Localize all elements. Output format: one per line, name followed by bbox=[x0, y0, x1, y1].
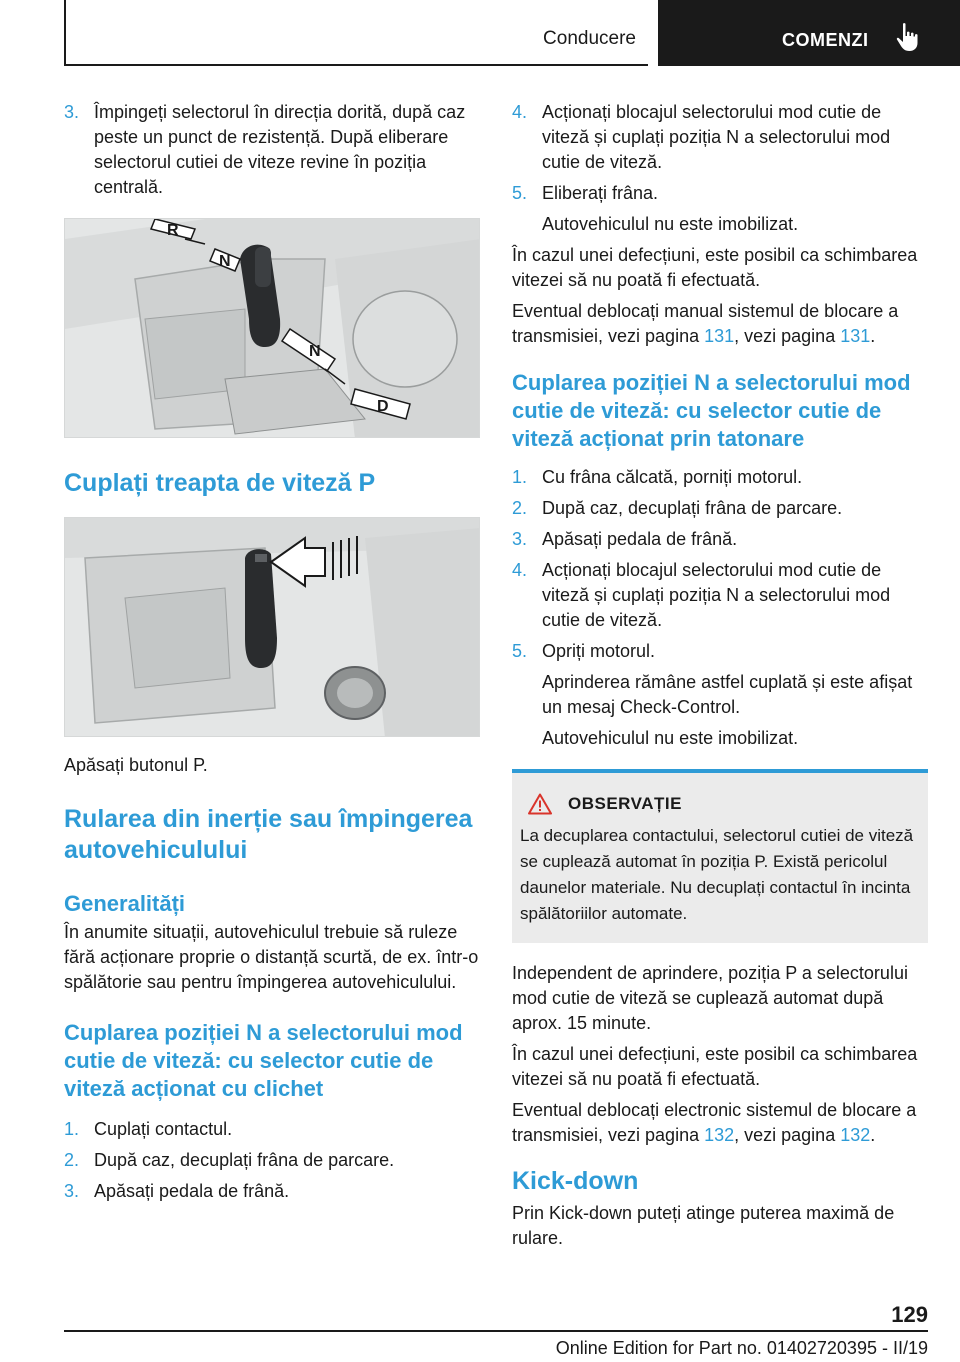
notice-text: La decuplarea contactului, selectorul cutiei de viteză se cuplează automat în poziția P. Există pericolul daunelor materiale. Nu decuplați contactul în incinta spălătoriilor automate. bbox=[520, 826, 914, 923]
step-text: Apăsați pedala de frână. bbox=[94, 1181, 290, 1201]
list-item bbox=[512, 181, 928, 206]
heading-engage-p: Cuplați treapta de viteză P bbox=[64, 469, 376, 497]
list-item bbox=[512, 527, 928, 552]
step-text: După caz, decuplați frâna de parcare. bbox=[94, 1150, 395, 1170]
general-paragraph: În anumite situații, autovehiculul trebuie să ruleze fără acționare proprie o distanță scurtă, de ex. într-o spălătorie sau pentru împingerea autovehiculului. bbox=[64, 922, 479, 992]
step-text: Apăsați pedala de frână. bbox=[542, 529, 738, 549]
step-subtext: Autovehiculul nu este imobilizat. bbox=[542, 728, 799, 748]
step-text: După caz, decuplați frâna de parcare. bbox=[542, 498, 843, 518]
p-button-figure bbox=[64, 517, 480, 737]
hand-pointer-icon bbox=[894, 22, 922, 54]
list-item bbox=[64, 1117, 480, 1142]
heading-selector-clichet: Cuplarea poziției N a selectorului mod cutie de viteză: cu selector cutie de viteză acționat cu clichet bbox=[64, 1020, 463, 1101]
list-item bbox=[512, 558, 928, 633]
step-text: Împingeți selectorul în direcția dorită, după caz peste un punct de rezistență. După eliberare selectorul cutiei de viteze revine în poziția centrală. bbox=[94, 102, 466, 197]
gear-selector-figure bbox=[64, 218, 480, 438]
step-text: Acționați blocajul selectorului mod cutie de viteză și cuplați poziția N a selectorului mod cutie de viteză. bbox=[542, 560, 891, 630]
manual-unlock-text: Eventual deblocați manual sistemul de blocare a transmisiei, vezi pagina bbox=[512, 301, 899, 346]
step-number: 4. bbox=[512, 560, 528, 580]
manual-unlock-period: . bbox=[870, 326, 876, 346]
header-section-title: Conducere bbox=[543, 28, 636, 49]
left-column bbox=[64, 100, 480, 1210]
step-number: 3. bbox=[64, 102, 80, 122]
heading-selector-tatonare: Cuplarea poziției N a selectorului mod cutie de viteză: cu selector cutie de viteză acționat prin tatonare bbox=[512, 370, 911, 451]
footer-edition: Online Edition for Part no. 01402720395 - II/19 bbox=[555, 1338, 928, 1358]
figure-label-n-top: N bbox=[219, 253, 231, 270]
header-tab-label: COMENZI bbox=[782, 30, 869, 50]
step-number: 5. bbox=[512, 183, 528, 203]
list-item bbox=[512, 639, 928, 664]
step-subtext: Aprinderea rămâne astfel cuplată și este afișat un mesaj Check-Control. bbox=[542, 672, 913, 717]
heading-rolling: Rularea din inerție sau împingerea autovehiculului bbox=[64, 805, 473, 864]
electronic-unlock-separator: , vezi pagina bbox=[734, 1125, 841, 1145]
defect-paragraph: În cazul unei defecțiuni, este posibil ca schimbarea vitezei să nu poată fi efectuată. bbox=[512, 1044, 918, 1089]
list-item bbox=[64, 100, 480, 200]
warning-triangle-icon bbox=[528, 793, 552, 815]
step-text: Cu frâna călcată, porniți motorul. bbox=[542, 467, 803, 487]
manual-unlock-paragraph bbox=[512, 299, 928, 349]
notice-box bbox=[512, 769, 928, 943]
figure-label-d: D bbox=[377, 398, 389, 415]
list-item bbox=[512, 465, 928, 490]
step-number: 2. bbox=[512, 498, 528, 518]
step-number: 1. bbox=[64, 1119, 80, 1139]
header-chapter-tab[interactable] bbox=[658, 0, 960, 66]
electronic-unlock-text: Eventual deblocați electronic sistemul de blocare a transmisiei, vezi pagina bbox=[512, 1100, 917, 1145]
step-subtext: Autovehiculul nu este imobilizat. bbox=[542, 214, 799, 234]
independent-paragraph: Independent de aprindere, poziția P a selectorului mod cutie de viteză se cuplează automat după aprox. 15 minute. bbox=[512, 963, 908, 1033]
page-link-131[interactable]: 131 bbox=[840, 326, 871, 346]
page-number: 129 bbox=[891, 1302, 928, 1327]
gear-selector-illustration bbox=[65, 219, 480, 438]
step-text: Opriți motorul. bbox=[542, 641, 656, 661]
manual-unlock-separator: , vezi pagina bbox=[734, 326, 841, 346]
page-link-132[interactable]: 132 bbox=[704, 1125, 735, 1145]
step-number: 3. bbox=[512, 529, 528, 549]
step-text: Eliberați frâna. bbox=[542, 183, 659, 203]
caption-press-p: Apăsați butonul P. bbox=[64, 755, 208, 775]
step-number: 1. bbox=[512, 467, 528, 487]
notice-title: OBSERVAȚIE bbox=[568, 794, 682, 813]
step-number: 4. bbox=[512, 102, 528, 122]
step-number: 2. bbox=[64, 1150, 80, 1170]
list-item bbox=[512, 100, 928, 175]
p-button-illustration bbox=[65, 518, 480, 737]
step-number: 3. bbox=[64, 1181, 80, 1201]
header-bottom-rule bbox=[64, 64, 648, 66]
heading-general: Generalități bbox=[64, 891, 186, 916]
step-text: Acționați blocajul selectorului mod cutie de viteză și cuplați poziția N a selectorului mod cutie de viteză. bbox=[542, 102, 891, 172]
list-item bbox=[512, 496, 928, 521]
kickdown-paragraph: Prin Kick-down puteți atinge puterea maximă de rulare. bbox=[512, 1203, 895, 1248]
figure-label-n-bottom: N bbox=[309, 343, 321, 360]
page-link-131[interactable]: 131 bbox=[704, 326, 735, 346]
footer-rule bbox=[64, 1330, 928, 1332]
figure-label-r: R bbox=[167, 222, 179, 239]
right-column bbox=[512, 100, 928, 1257]
heading-kickdown: Kick-down bbox=[512, 1167, 639, 1195]
list-item bbox=[64, 1179, 480, 1204]
defect-paragraph: În cazul unei defecțiuni, este posibil ca schimbarea vitezei să nu poată fi efectuată. bbox=[512, 245, 918, 290]
electronic-unlock-paragraph bbox=[512, 1098, 928, 1148]
step-number: 5. bbox=[512, 641, 528, 661]
notice-header bbox=[520, 793, 920, 815]
list-item bbox=[64, 1148, 480, 1173]
electronic-unlock-period: . bbox=[870, 1125, 876, 1145]
page-link-132[interactable]: 132 bbox=[840, 1125, 871, 1145]
step-text: Cuplați contactul. bbox=[94, 1119, 233, 1139]
